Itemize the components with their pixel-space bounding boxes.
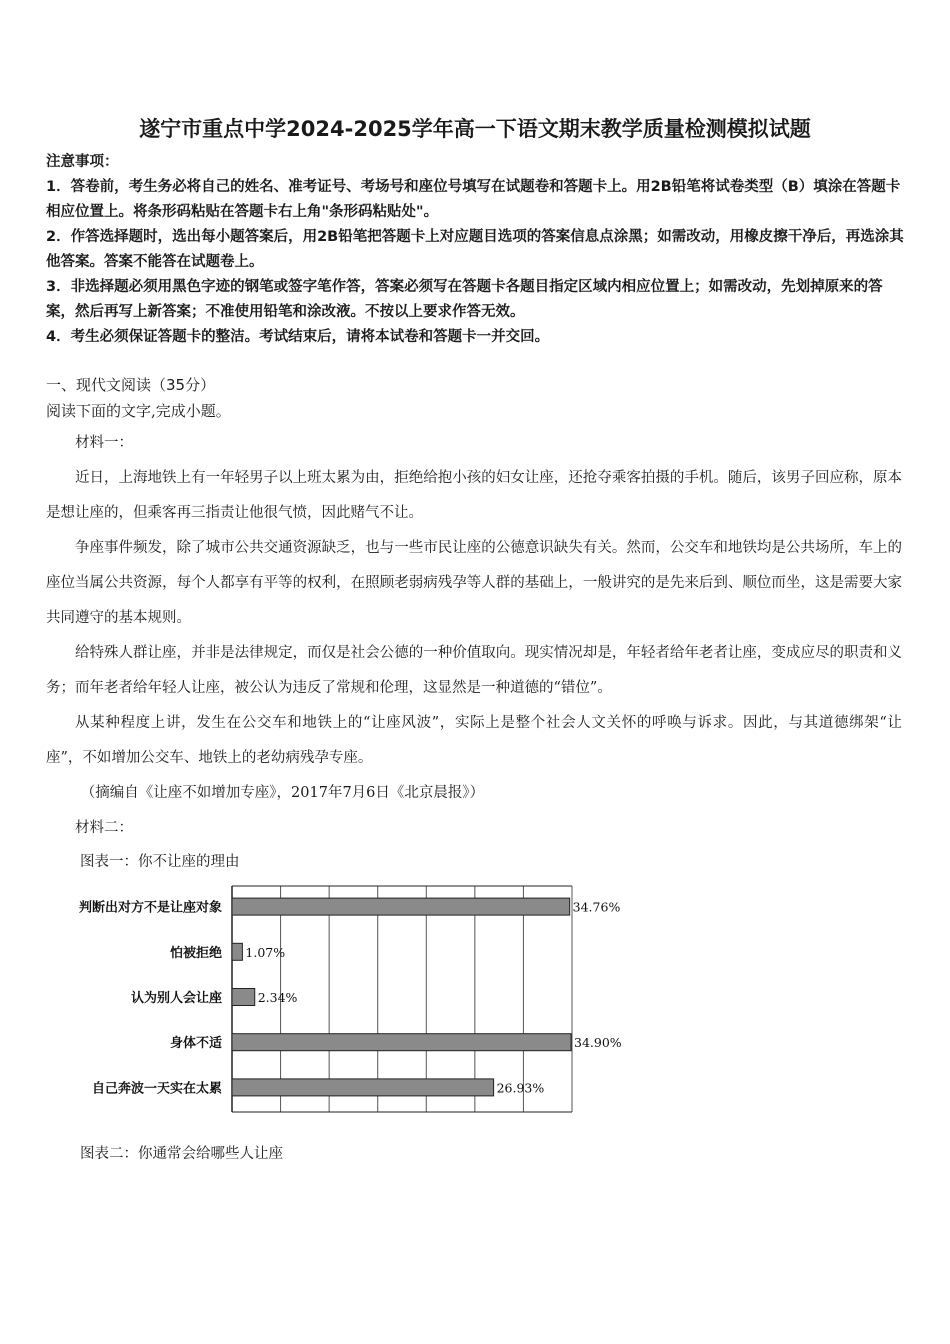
paragraph: 近日，上海地铁上有一年轻男子以上班太累为由，拒绝给抱小孩的妇女让座，还抢夺乘客拍摄的手机。随后，该男子回应称，原本是想让座的，但乘客再三指责让他很气愤，因此赌气不让。 xyxy=(46,470,902,521)
bar xyxy=(232,943,242,960)
notice-item: 4．考生必须保证答题卡的整洁。考试结束后，请将本试卷和答题卡一并交回。 xyxy=(46,329,550,345)
notice-item: 1．答卷前，考生务必将自己的姓名、准考证号、考场号和座位号填写在试题卷和答题卡上。用2B铅笔将试卷类型（B）填涂在答题卡相应位置上。将条形码粘贴在答题卡右上角"条形码粘贴处"。 xyxy=(46,179,901,220)
document-title: 遂宁市重点中学2024-2025学年高一下语文期末教学质量检测模拟试题 xyxy=(139,117,811,141)
reading-instruction: 阅读下面的文字,完成小题。 xyxy=(46,402,231,420)
material1-label: 材料一： xyxy=(75,435,133,451)
chart1-caption: 图表一：你不让座的理由 xyxy=(80,854,240,870)
category-label: 自己奔波一天实在太累 xyxy=(91,1081,222,1097)
notice-item: 2．作答选择题时，选出每小题答案后，用2B铅笔把答题卡上对应题目选项的答案信息点涂黑；如需改动，用橡皮擦干净后，再选涂其他答案。答案不能答在试题卷上。 xyxy=(46,229,904,270)
data-label: 26.93% xyxy=(496,1080,545,1096)
notice-heading: 注意事项： xyxy=(46,154,119,170)
notice-item: 3．非选择题必须用黑色字迹的钢笔或签字笔作答，答案必须写在答题卡各题目指定区域内相应位置上；如需改动，先划掉原来的答案，然后再写上新答案；不准使用铅笔和涂改液。不按以上要求作答无效。 xyxy=(46,279,883,320)
paragraph: 从某种程度上讲，发生在公交车和地铁上的“让座风波”，实际上是整个社会人文关怀的呼唤与诉求。因此，与其道德绑架“让座”，不如增加公交车、地铁上的老幼病残孕专座。 xyxy=(46,715,902,766)
bar xyxy=(232,1079,494,1096)
category-label: 判断出对方不是让座对象 xyxy=(78,900,222,916)
bar-chart xyxy=(40,880,640,1120)
category-label: 身体不适 xyxy=(169,1036,222,1052)
data-label: 1.07% xyxy=(245,944,286,960)
category-label: 怕被拒绝 xyxy=(169,945,222,961)
paragraph: 给特殊人群让座，并非是法律规定，而仅是社会公德的一种价值取向。现实情况却是，年轻者给年老者让座，变成应尽的职责和义务；而年老者给年轻人让座，被公认为违反了常规和伦理，这显然是一种道德的“错位”。 xyxy=(46,645,902,696)
data-label: 2.34% xyxy=(257,990,298,1005)
data-label: 34.90% xyxy=(574,1035,622,1051)
material2-label: 材料二： xyxy=(75,820,133,836)
bar xyxy=(232,1034,571,1051)
chart2-caption: 图表二：你通常会给哪些人让座 xyxy=(80,1146,283,1162)
material-one xyxy=(46,426,902,846)
data-label: 34.76% xyxy=(572,899,621,915)
category-label: 认为别人会让座 xyxy=(130,991,222,1006)
source-citation: （摘编自《让座不如增加专座》，2017年7月6日《北京晨报》） xyxy=(80,785,485,801)
notice-block xyxy=(46,150,908,350)
section-heading: 一、现代文阅读（35分） xyxy=(46,376,216,394)
paragraph: 争座事件频发，除了城市公共交通资源缺乏，也与一些市民让座的公德意识缺失有关。然而，公交车和地铁均是公共场所，车上的座位当属公共资源，每个人都享有平等的权利，在照顾老弱病残孕等人群的基础上，一般讲究的是先来后到、顺位而坐，这是需要大家共同遵守的基本规则。 xyxy=(46,540,902,626)
bar xyxy=(232,989,255,1006)
bar xyxy=(232,898,570,915)
